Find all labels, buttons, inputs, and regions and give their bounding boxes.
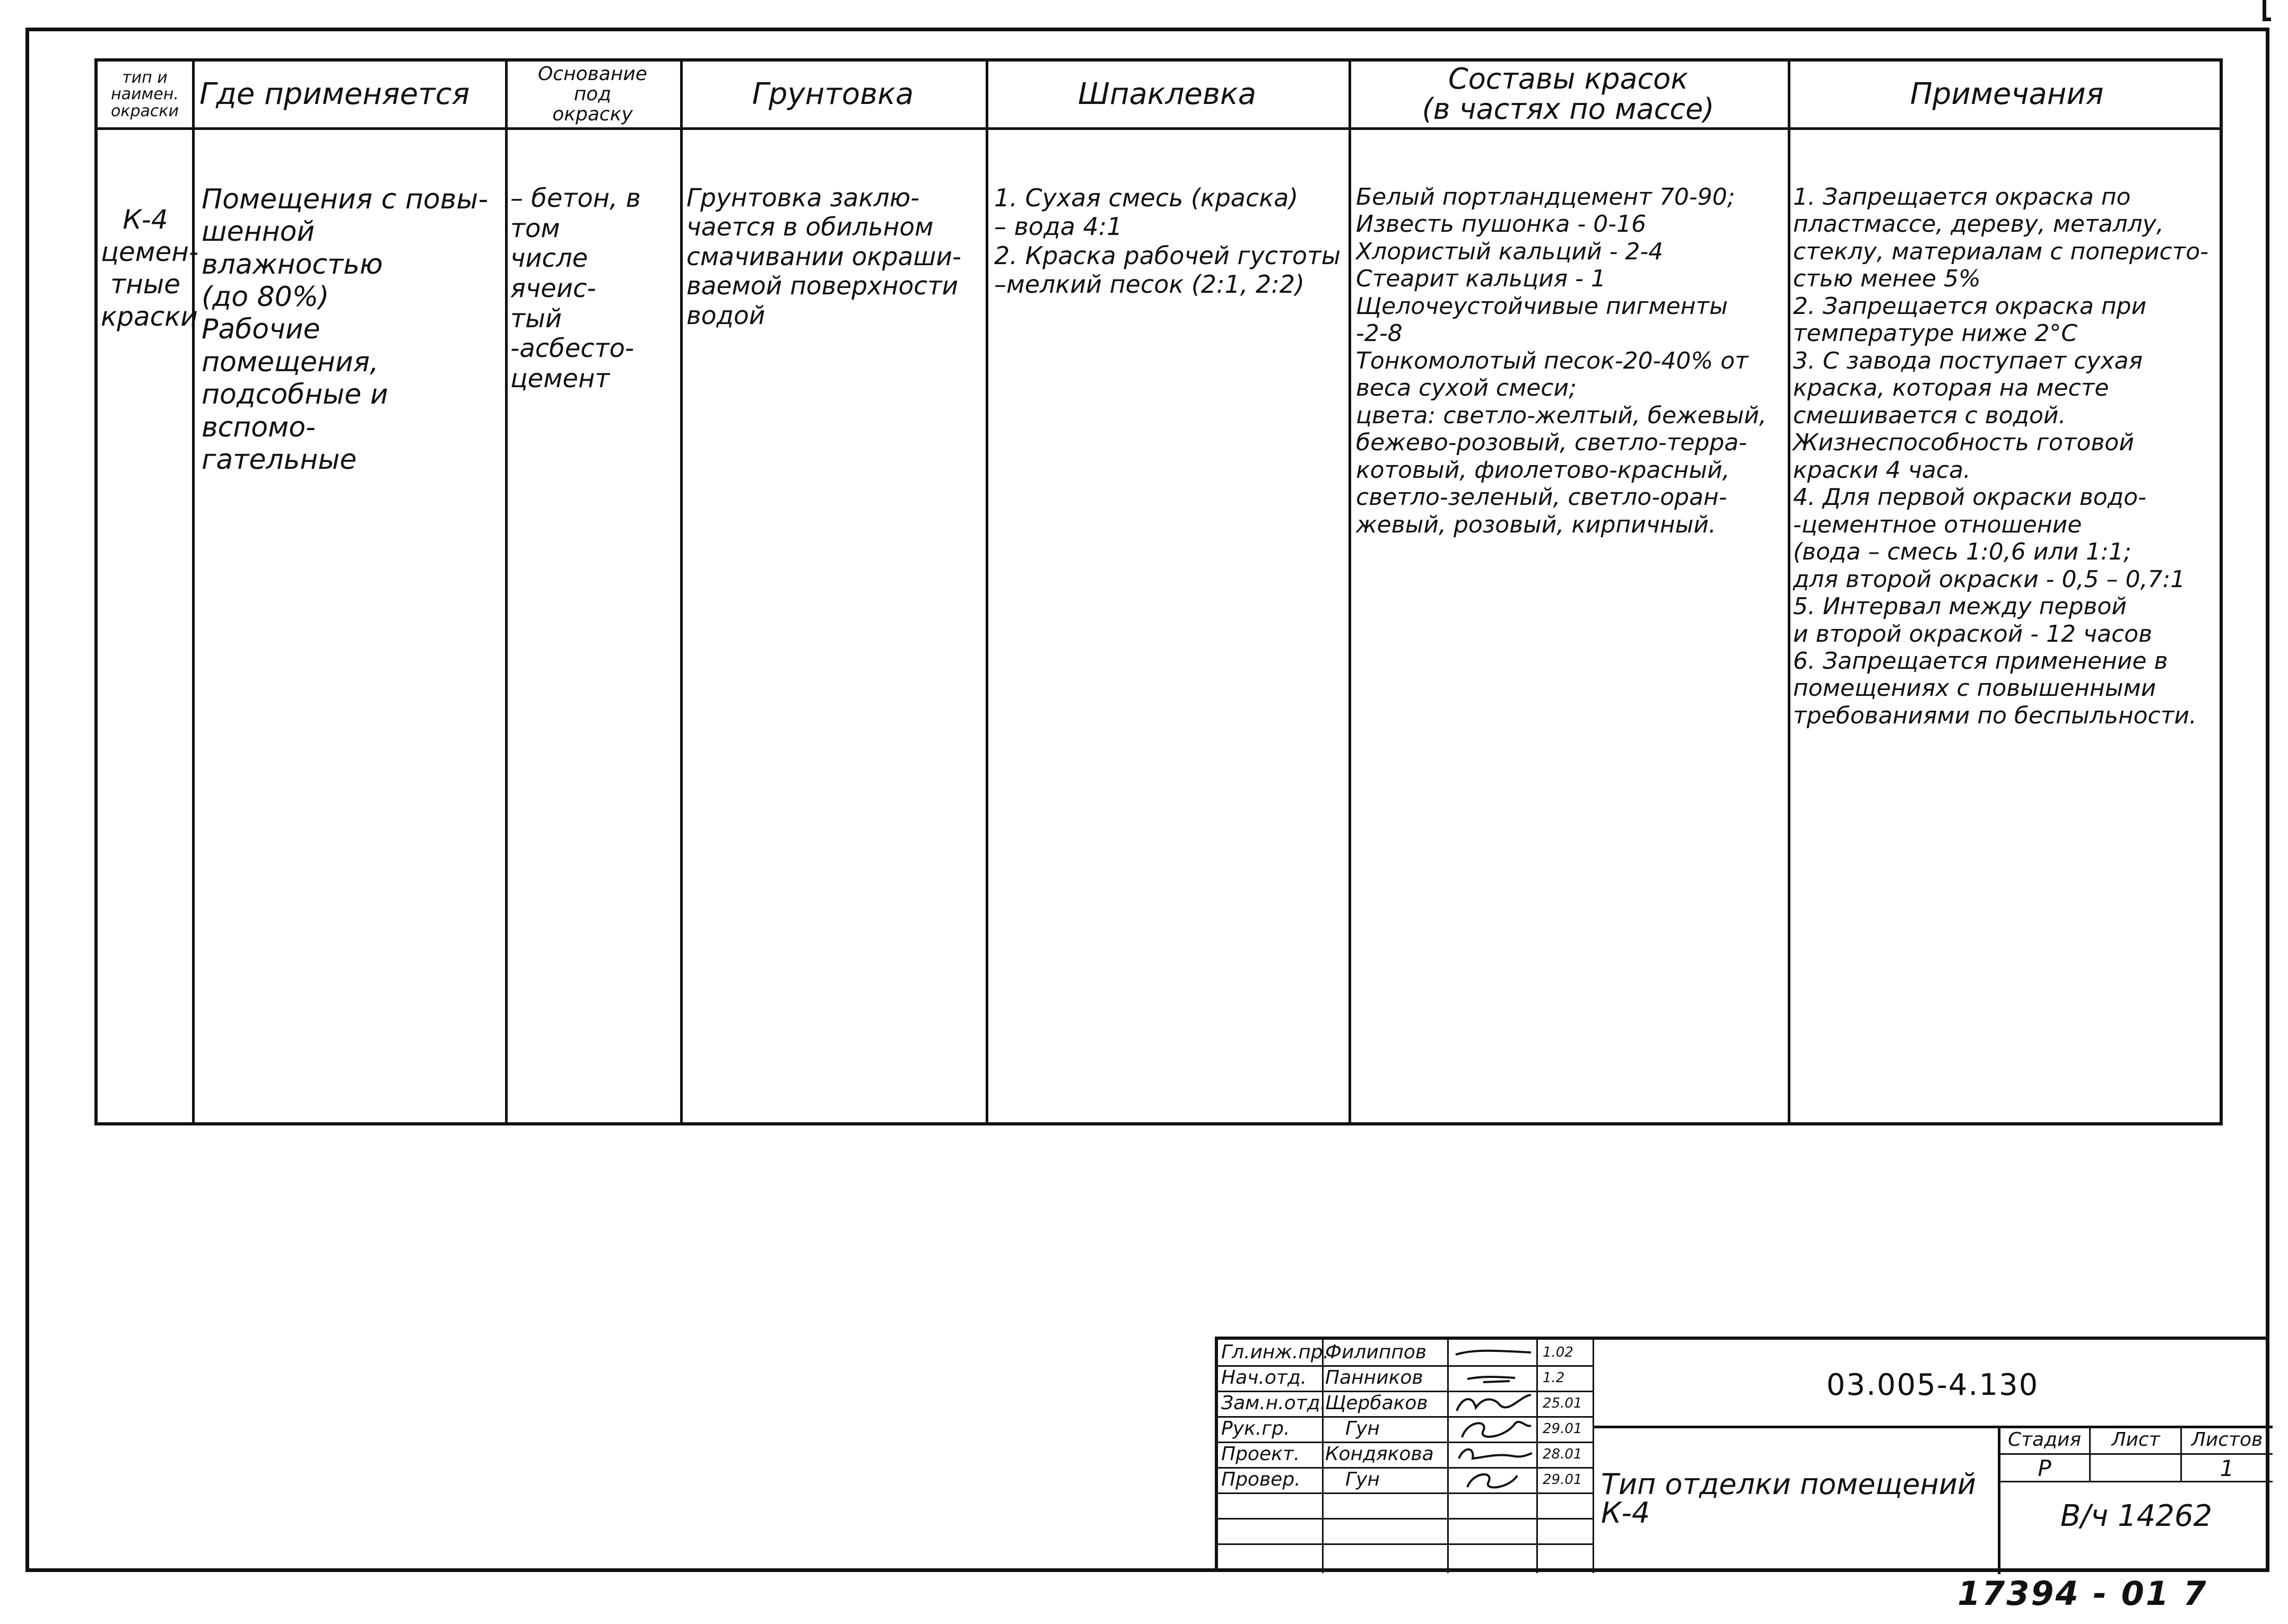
tb-name: Гун — [1345, 1418, 1380, 1439]
cell-where-applied: Помещения с повы- шенной влажностью (до 80%) Рабочие помещения, подсобные и вспомо- гательные — [202, 184, 489, 476]
stage-value: Р — [2038, 1455, 2051, 1481]
tb-name: Щербаков — [1325, 1392, 1428, 1414]
sheets-value: 1 — [2220, 1455, 2234, 1481]
header-where-applied: Где применяется — [199, 76, 470, 111]
column-divider — [505, 62, 508, 1122]
organization: В/ч 14262 — [2060, 1499, 2213, 1533]
header-type-name: тип и наимен. окраски — [110, 68, 179, 120]
header-base: Основание под окраску — [537, 63, 648, 125]
signature-mark — [1451, 1443, 1534, 1466]
header-primer: Грунтовка — [752, 76, 914, 111]
cell-notes: 1. Запрещается окраска по пластмассе, дереву, металлу, стеклу, материалам с поперисто- стью менее 5% 2. Запрещается окраска при температуре ниже 2°С 3. С завода поступает сухая краска, которая на месте смешивается с водой. Жизнеспособность готовой краски 4 часа. 4. Для первой окраски водо- -цементное отношение (вода – смесь 1:0,6 или 1:1; для второй окраски - 0,5 – 0,7:1 5. Интервал между первой и второй окраской - 12 часов 6. Запрещается применение в помещениях с повышенными требованиями по беспыльности. — [1793, 184, 2209, 729]
tb-role: Гл.инж.пр. — [1221, 1341, 1329, 1363]
header-putty: Шпаклевка — [1077, 76, 1257, 111]
tb-date: 25.01 — [1543, 1395, 1582, 1411]
tb-date: 29.01 — [1543, 1472, 1582, 1488]
header-divider — [98, 127, 2220, 130]
tb-role: Проект. — [1221, 1443, 1300, 1465]
column-divider — [1349, 62, 1351, 1122]
tb-divider — [1998, 1453, 2273, 1455]
tb-divider — [1536, 1340, 1538, 1573]
sheet-label: Лист — [2111, 1429, 2160, 1451]
tb-divider — [1218, 1518, 1593, 1520]
cell-putty: 1. Сухая смесь (краска) – вода 4:1 2. Краска рабочей густоты –мелкий песок (2:1, 2:2) — [994, 184, 1341, 299]
cell-paint-composition: Белый портландцемент 70-90; Известь пушонка - 0-16 Хлористый кальций - 2-4 Стеарит кальция - 1 Щелочеустойчивые пигменты -2-8 Тонкомолотый песок-20-40% от веса сухой смеси; цвета: светло-желтый, бежевый, бежево-розовый, светло-терра- котовый, фиолетово-красный, светло-зеленый, светло-оран- жевый, розовый, кирпичный. — [1356, 184, 1767, 538]
sheet-corner-mark — [2263, 0, 2271, 21]
drawing-title: Тип отделки помещений К-4 — [1601, 1468, 1976, 1530]
header-paint-composition: Составы красок (в частях по массе) — [1422, 62, 1715, 126]
tb-role: Рук.гр. — [1221, 1418, 1290, 1439]
tb-date: 1.02 — [1543, 1344, 1573, 1360]
title-block — [1215, 1337, 2269, 1572]
tb-divider — [1322, 1340, 1324, 1573]
tb-divider — [1218, 1543, 1593, 1545]
column-divider — [192, 62, 195, 1122]
tb-name: Кондякова — [1325, 1443, 1434, 1465]
signature-mark — [1451, 1366, 1534, 1390]
cell-primer: Грунтовка заклю- чается в обильном смачивании окраши- ваемой поверхности водой — [686, 184, 961, 330]
finish-type-table — [94, 58, 2223, 1125]
sheets-label: Листов — [2191, 1429, 2263, 1451]
tb-divider — [1218, 1492, 1593, 1494]
column-divider — [1788, 62, 1790, 1122]
signature-mark — [1451, 1468, 1534, 1491]
tb-role: Провер. — [1221, 1469, 1301, 1490]
tb-divider — [2089, 1426, 2091, 1481]
signature-mark — [1451, 1392, 1534, 1415]
tb-name: Гун — [1345, 1469, 1380, 1490]
signature-mark — [1451, 1341, 1534, 1364]
tb-name: Филиппов — [1325, 1341, 1427, 1363]
drawing-code: 03.005-4.130 — [1826, 1367, 2039, 1402]
column-divider — [986, 62, 988, 1122]
header-notes: Примечания — [1910, 76, 2104, 111]
tb-date: 1.2 — [1543, 1370, 1565, 1386]
column-divider — [680, 62, 683, 1122]
tb-date: 28.01 — [1543, 1446, 1582, 1462]
tb-role: Нач.отд. — [1221, 1367, 1307, 1389]
signature-mark — [1451, 1417, 1534, 1440]
tb-divider — [1447, 1340, 1449, 1573]
archive-number: 17394 - 01 7 — [1958, 1574, 2208, 1613]
tb-divider — [2180, 1426, 2182, 1481]
cell-base: – бетон, в том числе ячеис- тый -асбесто- цемент — [510, 184, 641, 394]
tb-name: Панников — [1325, 1367, 1423, 1389]
tb-role: Зам.н.отд. — [1221, 1392, 1327, 1414]
cell-type: К-4 цемен- тные краски — [101, 204, 199, 332]
tb-date: 29.01 — [1543, 1421, 1582, 1437]
tb-divider — [1593, 1426, 2273, 1428]
stage-label: Стадия — [2007, 1429, 2082, 1451]
